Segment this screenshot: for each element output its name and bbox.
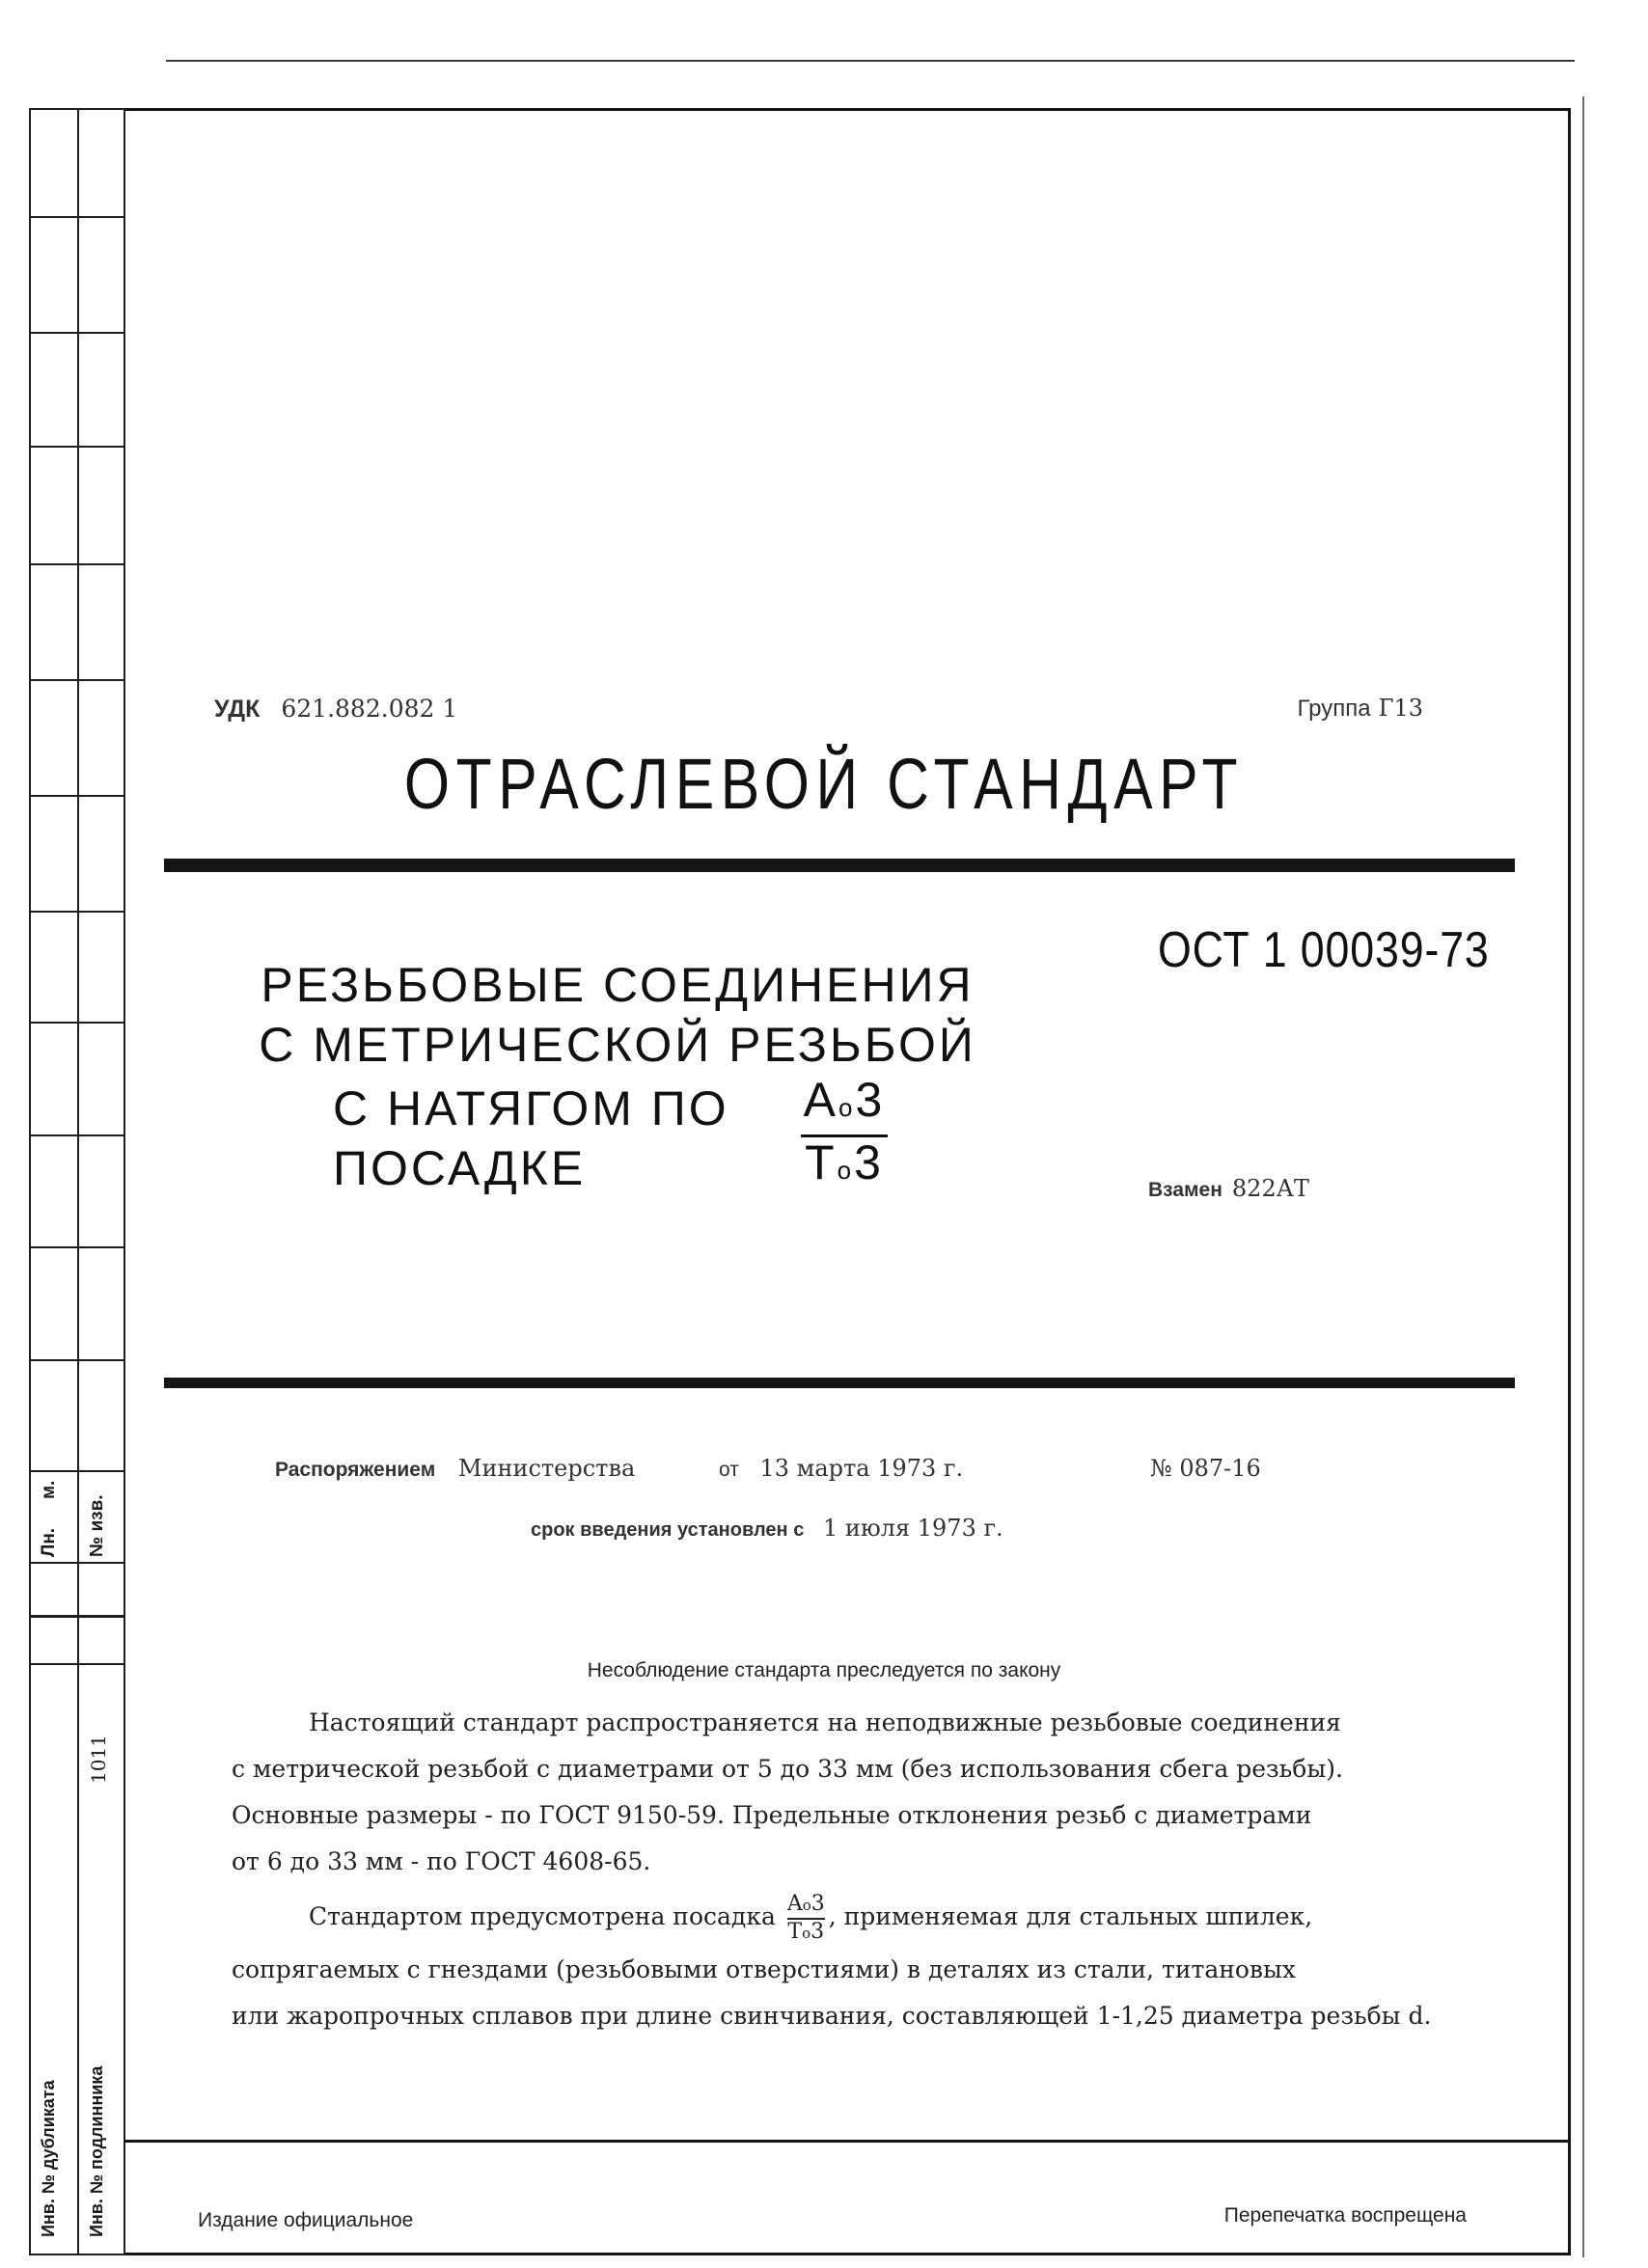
margin-row-divider	[31, 1615, 124, 1618]
margin-row-divider	[31, 1246, 124, 1248]
standard-title-line3: С НАТЯГОМ ПО ПОСАДКЕ	[333, 1081, 729, 1195]
group-code	[1297, 695, 1423, 723]
margin-column-divider	[77, 110, 79, 2254]
replaces-value: 822АТ	[1231, 1175, 1309, 1202]
order-date: от 13 марта 1973 г.	[719, 1455, 964, 1482]
replaces-label: Взамен	[1148, 1179, 1222, 1201]
standard-title-line3-wrap	[251, 1073, 984, 1195]
rev-number-label: № изв.	[87, 1494, 107, 1557]
order-line	[275, 1455, 635, 1482]
margin-row-divider	[31, 795, 124, 797]
udk-code	[214, 695, 457, 724]
standard-number: ОСТ 1 00039-73	[1158, 922, 1490, 978]
standard-title-line2: С МЕТРИЧЕСКОЙ РЕЗЬБОЙ	[259, 1018, 976, 1072]
margin-row-divider	[31, 1359, 124, 1361]
page-title: ОТРАСЛЕВОЙ СТАНДАРТ	[403, 744, 1245, 824]
inventory-number: 1011	[87, 1735, 110, 1784]
body-paragraph-1: Настоящий стандарт распространяется на неподвижные резьбовые соединения с метрической резьбой с диаметрами от 5 до 33 мм (без использования сбега резьбы). Основные размеры - по ГОСТ 9150-59. Предельные отклонения резьб с диаметрами от 6 до 33 мм - по ГОСТ 4608-65.	[232, 1708, 1343, 1875]
margin-row-divider	[31, 679, 124, 681]
margin-row-divider	[31, 1134, 124, 1136]
fit-numerator: Ao3	[801, 1075, 888, 1137]
fit-fraction	[801, 1075, 888, 1195]
section-separator-bar	[164, 1378, 1515, 1388]
margin-row-divider	[31, 563, 124, 565]
group-label: Группа	[1297, 696, 1371, 722]
margin-row-divider	[31, 332, 124, 334]
inv-duplicate-label: Инв. № дубликата	[39, 2080, 58, 2237]
udk-label: УДК	[214, 696, 261, 723]
rev-sheet-label: Лн.	[39, 1527, 59, 1557]
order-number: № 087-16	[1150, 1455, 1261, 1482]
official-edition-label: Издание официальное	[198, 2209, 414, 2231]
top-border-line	[166, 60, 1575, 62]
reprint-prohibited-label: Перепечатка воспрещена	[1223, 2204, 1467, 2227]
margin-row-divider	[31, 446, 124, 448]
margin-row-divider	[31, 216, 124, 218]
inv-original-label: Инв. № подлинника	[87, 2065, 106, 2237]
inline-fit-fraction: $\frac{Ao3}{To3}$	[786, 1891, 825, 1944]
standard-title-line1: РЕЗЬБОВЫЕ СОЕДИНЕНИЯ	[261, 958, 975, 1012]
order-label: Распоряжением	[275, 1459, 436, 1481]
group-value: Г13	[1378, 695, 1423, 722]
margin-row-divider	[31, 1022, 124, 1024]
udk-value: 621.882.082 1	[281, 695, 458, 723]
body-paragraph-2: Стандартом предусмотрена посадка $\frac{Ao3}{To3}$ , применяемая для стальных шпилек, сопрягаемых с гнездами (резьбовыми отверстиями) в деталях из стали, титановых или жаропрочных сплавов при длине свинчивания, составляющей 1-1,25 диаметра резьбы d.	[232, 1891, 1432, 2030]
margin-row-divider	[31, 1470, 124, 1472]
effective-line: срок введения установлен с 1 июля 1973 г.	[531, 1515, 1003, 1542]
margin-revision-table	[29, 108, 125, 2255]
title-separator-bar	[164, 859, 1515, 872]
replaces-info	[1148, 1175, 1309, 1202]
rev-m-label: м.	[39, 1480, 59, 1499]
margin-row-divider	[31, 1562, 124, 1564]
legal-notice: Несоблюдение стандарта преследуется по закону	[587, 1659, 1061, 1681]
right-edge-line	[1582, 96, 1584, 2257]
margin-row-divider	[31, 911, 124, 913]
fit-denominator: To3	[805, 1135, 884, 1189]
standard-title	[251, 955, 984, 1194]
footer-separator-line	[125, 2140, 1571, 2143]
order-authority: Министерства	[457, 1455, 636, 1482]
